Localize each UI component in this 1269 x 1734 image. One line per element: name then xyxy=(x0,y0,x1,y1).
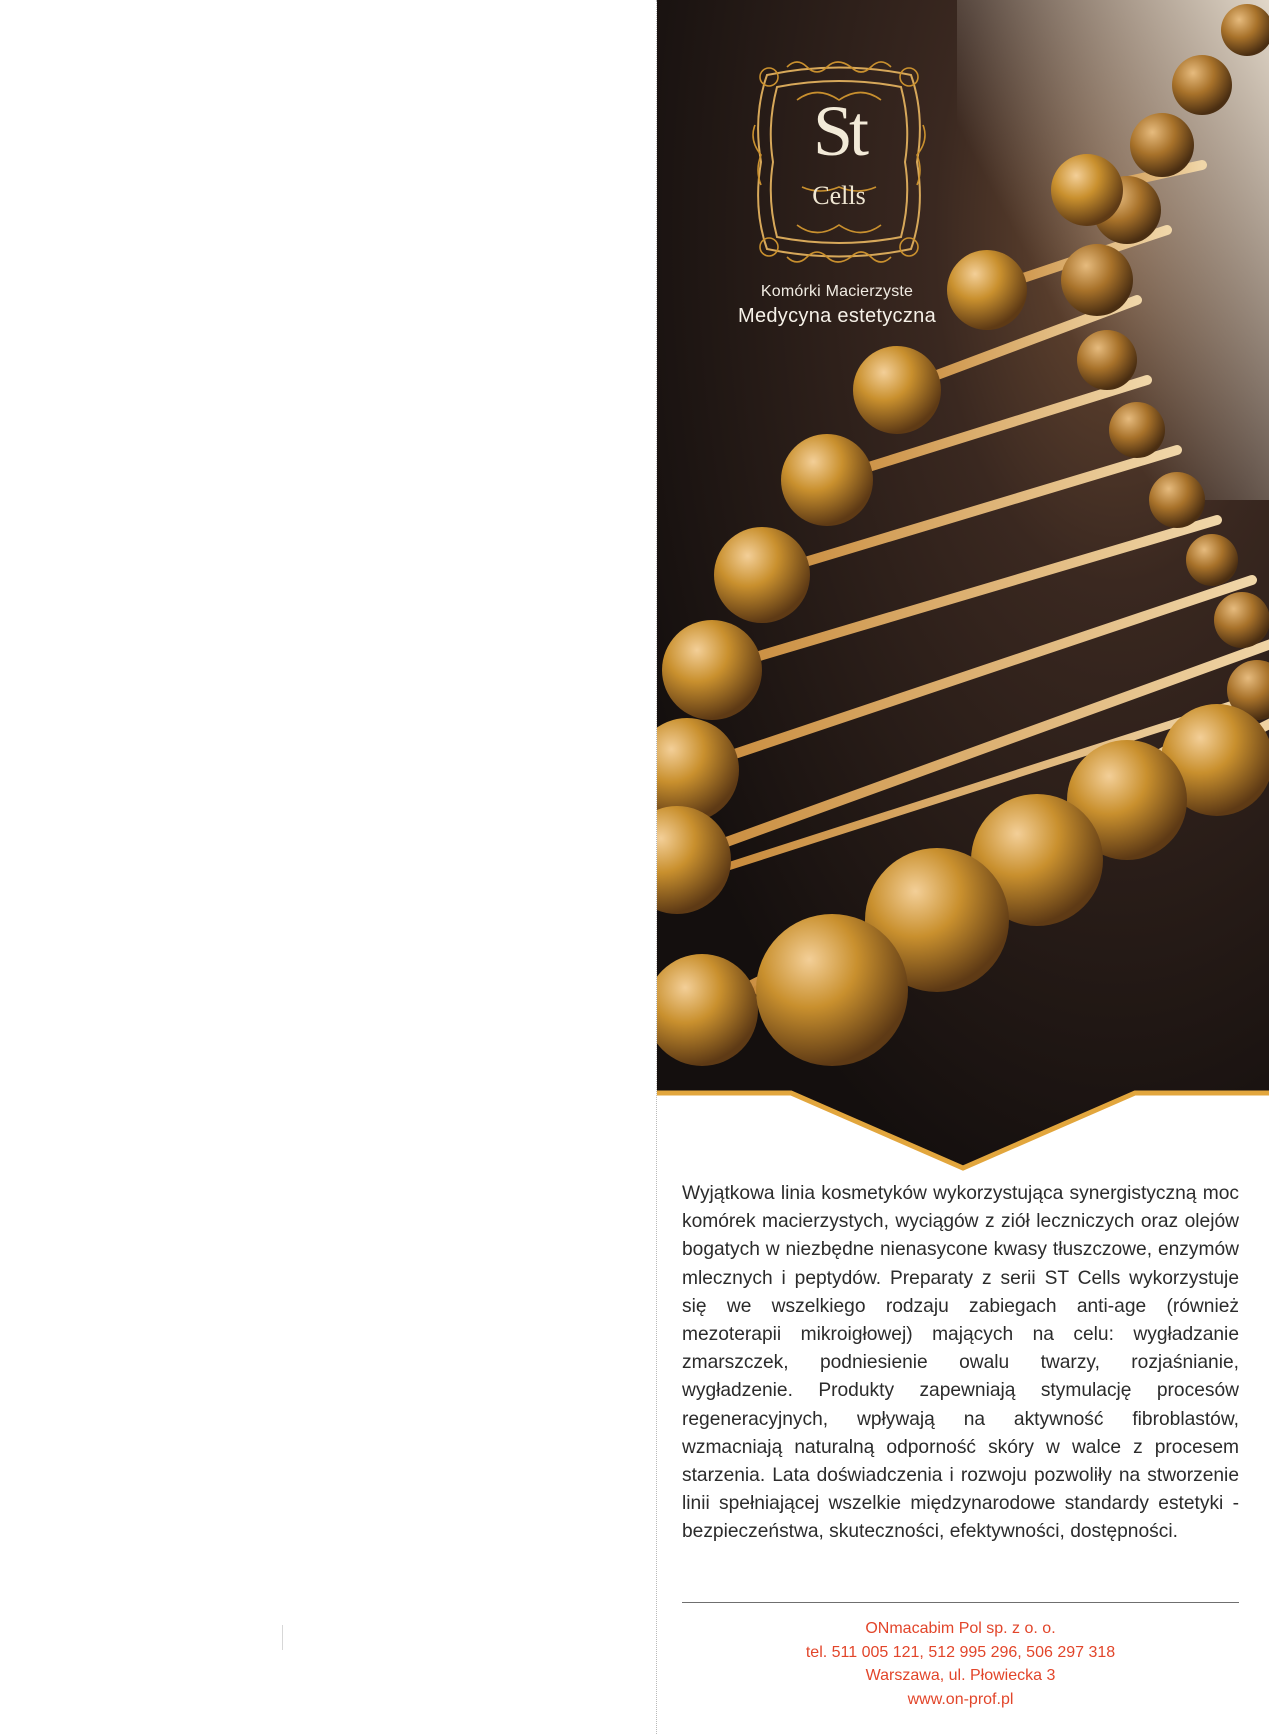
address: Warszawa, ul. Płowiecka 3 xyxy=(865,1667,1056,1684)
dna-node xyxy=(1109,402,1165,458)
tagline-stem-cells: Komórki Macierzyste xyxy=(760,283,914,300)
st-cells-logo xyxy=(747,55,931,269)
logo-cells-text: Cells xyxy=(812,181,866,210)
dna-node xyxy=(1061,244,1133,316)
product-description: Wyjątkowa linia kosmetyków wykorzystująca synergistyczną moc komórek macierzystych, wyciągów z ziół leczniczych oraz olejów bogatych w niezbędne nienasycone kwasy tłuszczowe, enzymów mlecznych i peptydów. Preparaty z serii ST Cells wykorzystuje się we wszelkiego rodzaju zabiegach anti-age (również mezoterapii mikroigłowej) mających na celu: wygładzanie zmarszczek, podniesienie owalu twarzy, rozjaśnianie, wygładzenie. Produkty zapewniają stymulację procesów regeneracyjnych, wpływają na aktywność fibroblastów, wzmacniają naturalną odporność skóry w walce z procesem starzenia. Lata doświadczenia i rozwoju pozwoliły na stworzenie linii spełniającej wszelkie międzynarodowe standardy estetyki - bezpieczeństwa, skuteczności, efektywności, dostępności. xyxy=(682,1183,1239,1543)
contact-block xyxy=(682,1617,1239,1711)
dna-node xyxy=(781,434,873,526)
company-name: ONmacabim Pol sp. z o. o. xyxy=(865,1620,1056,1637)
dna-node xyxy=(714,527,810,623)
logo-st-mark: St xyxy=(812,91,866,171)
dna-node xyxy=(756,914,908,1066)
phone-numbers: tel. 511 005 121, 512 995 296, 506 297 318 xyxy=(805,1643,1116,1661)
divider xyxy=(682,1602,1239,1603)
tagline-aesthetic-medicine: Medycyna estetyczna xyxy=(737,305,936,327)
dna-node xyxy=(853,346,941,434)
leaflet-panel xyxy=(657,0,1269,1734)
dna-node xyxy=(1186,534,1238,586)
crop-mark xyxy=(282,1625,283,1650)
dna-node xyxy=(662,620,762,720)
dna-node xyxy=(1051,154,1123,226)
dna-node xyxy=(1172,55,1232,115)
website-link[interactable]: www.on-prof.pl xyxy=(907,1690,1014,1708)
dna-node xyxy=(1149,472,1205,528)
dna-node xyxy=(1214,592,1269,648)
dna-node xyxy=(1077,330,1137,390)
dna-node xyxy=(1130,113,1194,177)
